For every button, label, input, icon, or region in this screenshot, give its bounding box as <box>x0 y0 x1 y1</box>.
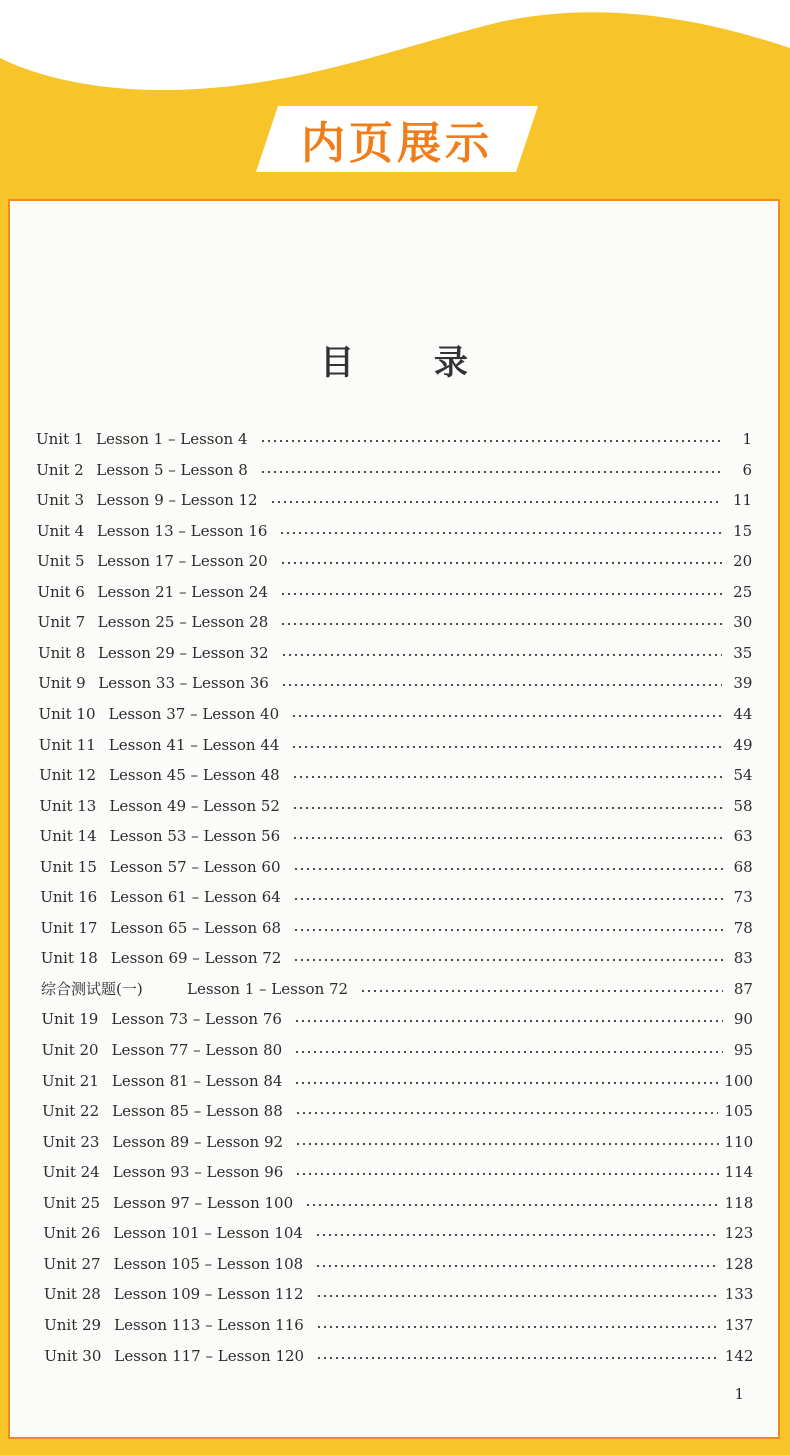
toc-unit: Unit 3 <box>36 491 84 510</box>
toc-leader-dots <box>260 471 722 473</box>
toc-page-number: 63 <box>733 827 753 846</box>
toc-unit: Unit 30 <box>44 1346 102 1365</box>
banner-title: 内页展示 <box>301 118 493 169</box>
toc-leader-dots <box>292 807 723 809</box>
toc-leader-dots <box>315 1265 718 1267</box>
toc-lessons: Lesson 41 – Lesson 44 <box>108 735 280 754</box>
toc-page-number: 83 <box>733 949 753 968</box>
toc-page-number: 25 <box>733 582 753 601</box>
toc-entry <box>44 1252 754 1276</box>
toc-lessons: Lesson 117 – Lesson 120 <box>114 1346 305 1365</box>
toc-leader-dots <box>292 837 722 839</box>
toc-entry <box>36 427 752 451</box>
toc-lessons: Lesson 77 – Lesson 80 <box>111 1041 283 1059</box>
toc-unit: Unit 1 <box>36 430 84 448</box>
toc-lessons: Lesson 49 – Lesson 52 <box>109 796 280 815</box>
toc-entry <box>44 1282 754 1306</box>
toc-entry <box>38 671 752 695</box>
toc-page-number: 68 <box>733 857 753 876</box>
toc-lessons: Lesson 101 – Lesson 104 <box>113 1224 303 1243</box>
toc-entry <box>40 855 753 879</box>
toc-title: 目 录 <box>320 343 502 383</box>
toc-entry <box>39 763 752 787</box>
toc-page-number: 137 <box>724 1315 754 1334</box>
toc-lessons: Lesson 17 – Lesson 20 <box>97 552 268 571</box>
toc-unit: Unit 28 <box>43 1285 101 1304</box>
toc-leader-dots <box>280 623 722 625</box>
toc-entry <box>43 1191 753 1215</box>
toc-page-number: 15 <box>733 521 753 540</box>
toc-leader-dots <box>295 1173 718 1175</box>
toc-entry <box>42 1130 753 1154</box>
toc-entry <box>40 885 753 909</box>
toc-unit: Unit 13 <box>39 796 97 815</box>
toc-page-number: 114 <box>724 1163 754 1182</box>
toc-entry <box>39 702 753 726</box>
toc-leader-dots <box>294 1082 718 1084</box>
toc-unit: Unit 10 <box>38 704 96 723</box>
toc-list <box>10 201 778 1437</box>
toc-unit: Unit 12 <box>39 766 97 785</box>
toc-leader-dots <box>315 1234 719 1236</box>
toc-entry <box>40 824 753 848</box>
toc-lessons: Lesson 105 – Lesson 108 <box>113 1254 304 1273</box>
toc-unit: Unit 7 <box>37 613 86 632</box>
toc-leader-dots <box>293 868 723 870</box>
toc-unit: Unit 21 <box>41 1071 99 1090</box>
toc-leader-dots <box>316 1295 719 1297</box>
toc-lessons: Lesson 13 – Lesson 16 <box>96 521 268 540</box>
toc-lessons: Lesson 109 – Lesson 112 <box>113 1285 304 1304</box>
toc-unit: Unit 25 <box>43 1193 100 1212</box>
toc-page-number: 142 <box>724 1346 754 1365</box>
toc-lessons: Lesson 69 – Lesson 72 <box>110 949 282 968</box>
toc-leader-dots <box>279 532 722 534</box>
toc-page-number: 118 <box>724 1193 754 1212</box>
toc-page-number: 133 <box>724 1285 754 1304</box>
toc-lessons: Lesson 93 – Lesson 96 <box>112 1163 284 1182</box>
toc-leader-dots <box>316 1357 719 1359</box>
toc-page-number: 95 <box>733 1041 753 1059</box>
toc-page-number: 20 <box>733 552 753 571</box>
toc-entry <box>42 1069 753 1093</box>
toc-unit: Unit 2 <box>36 460 84 479</box>
toc-lessons: Lesson 53 – Lesson 56 <box>109 827 281 846</box>
toc-unit: Unit 24 <box>42 1163 100 1182</box>
toc-page-number: 30 <box>733 613 753 632</box>
toc-unit: Unit 22 <box>42 1102 100 1121</box>
toc-lessons: Lesson 33 – Lesson 36 <box>98 674 269 693</box>
toc-entry <box>44 1344 753 1368</box>
toc-page-number: 11 <box>733 491 753 510</box>
toc-unit: Unit 20 <box>41 1041 99 1059</box>
toc-lessons: Lesson 113 – Lesson 116 <box>114 1315 304 1334</box>
toc-leader-dots <box>294 1051 723 1053</box>
toc-leader-dots <box>281 654 723 656</box>
toc-unit: Unit 4 <box>36 521 85 540</box>
toc-lessons: Lesson 25 – Lesson 28 <box>97 613 269 632</box>
toc-page-number: 54 <box>733 766 753 785</box>
toc-unit: Unit 27 <box>43 1254 101 1273</box>
toc-lessons: Lesson 81 – Lesson 84 <box>111 1071 283 1090</box>
toc-entry <box>40 916 752 940</box>
toc-lessons: Lesson 5 – Lesson 8 <box>96 460 248 479</box>
toc-unit: Unit 15 <box>39 857 97 876</box>
toc-lessons: Lesson 21 – Lesson 24 <box>97 582 268 601</box>
toc-entry <box>39 733 753 757</box>
toc-unit: 综合测试题(一) <box>41 980 143 999</box>
toc-entry <box>44 1313 753 1337</box>
toc-unit: Unit 14 <box>39 827 97 846</box>
toc-entry <box>42 1038 753 1062</box>
toc-leader-dots <box>293 898 723 900</box>
toc-entry <box>37 488 753 512</box>
toc-leader-dots <box>260 440 722 442</box>
toc-page-number: 105 <box>724 1102 754 1121</box>
toc-lessons: Lesson 65 – Lesson 68 <box>110 918 282 937</box>
toc-unit: Unit 29 <box>44 1315 102 1334</box>
toc-entry <box>43 1160 753 1184</box>
toc-entry <box>43 1221 753 1245</box>
toc-page-number: 49 <box>733 735 753 754</box>
toc-entry <box>41 1007 753 1031</box>
toc-page-number: 123 <box>724 1224 754 1243</box>
toc-page-number: 58 <box>733 796 753 815</box>
toc-lessons: Lesson 73 – Lesson 76 <box>111 1010 282 1029</box>
background-wave <box>0 0 790 100</box>
toc-leader-dots <box>292 776 723 778</box>
toc-page-number: 44 <box>733 704 753 723</box>
toc-lessons: Lesson 45 – Lesson 48 <box>109 766 280 785</box>
toc-leader-dots <box>270 501 723 503</box>
page-number: 1 <box>734 1385 744 1403</box>
toc-unit: Unit 11 <box>38 735 96 754</box>
toc-unit: Unit 16 <box>40 888 98 907</box>
toc-leader-dots <box>291 746 722 748</box>
toc-leader-dots <box>291 715 722 717</box>
toc-unit: Unit 18 <box>40 949 98 968</box>
toc-lessons: Lesson 61 – Lesson 64 <box>110 888 281 907</box>
toc-page-number: 35 <box>733 643 753 662</box>
toc-lessons: Lesson 85 – Lesson 88 <box>112 1102 283 1121</box>
toc-entry <box>38 641 752 665</box>
toc-leader-dots <box>281 684 723 686</box>
toc-lessons: Lesson 29 – Lesson 32 <box>97 643 269 662</box>
toc-entry <box>37 519 752 543</box>
toc-entry <box>38 610 753 634</box>
toc-lessons: Lesson 1 – Lesson 72 <box>187 979 349 998</box>
toc-page-number: 100 <box>724 1071 754 1090</box>
toc-lessons: Lesson 97 – Lesson 100 <box>113 1193 294 1212</box>
toc-leader-dots <box>293 929 723 931</box>
toc-page-number: 87 <box>733 979 753 998</box>
toc-lessons: Lesson 57 – Lesson 60 <box>109 857 281 876</box>
toc-entry <box>36 458 752 482</box>
toc-leader-dots <box>295 1112 719 1114</box>
toc-leader-dots <box>316 1326 719 1328</box>
toc-entry <box>41 946 753 970</box>
toc-leader-dots <box>294 1020 723 1022</box>
toc-unit: Unit 17 <box>40 918 98 937</box>
toc-page-number: 110 <box>724 1132 754 1151</box>
toc-leader-dots <box>280 562 722 564</box>
toc-lessons: Lesson 9 – Lesson 12 <box>96 491 258 510</box>
toc-entry <box>41 977 753 1001</box>
toc-entry <box>37 580 752 604</box>
toc-page-number: 39 <box>733 674 753 693</box>
toc-page-number: 6 <box>742 460 753 479</box>
toc-page <box>8 199 780 1439</box>
toc-entry <box>39 794 752 818</box>
toc-unit: Unit 26 <box>43 1224 101 1243</box>
toc-leader-dots <box>295 1143 718 1145</box>
toc-lessons: Lesson 1 – Lesson 4 <box>96 430 248 448</box>
toc-page-number: 73 <box>733 888 753 907</box>
toc-unit: Unit 23 <box>42 1132 100 1151</box>
toc-page-number: 90 <box>733 1010 753 1029</box>
toc-unit: Unit 6 <box>37 582 85 601</box>
toc-page-number: 128 <box>724 1254 754 1273</box>
toc-leader-dots <box>280 593 722 595</box>
toc-leader-dots <box>293 959 723 961</box>
toc-leader-dots <box>360 990 723 992</box>
toc-page-number: 78 <box>733 918 753 937</box>
toc-leader-dots <box>305 1204 718 1206</box>
toc-entry <box>37 549 752 573</box>
toc-lessons: Lesson 37 – Lesson 40 <box>108 704 280 723</box>
toc-unit: Unit 9 <box>38 674 86 693</box>
toc-page-number: 1 <box>742 430 752 448</box>
toc-lessons: Lesson 89 – Lesson 92 <box>112 1132 284 1151</box>
toc-unit: Unit 5 <box>37 552 85 571</box>
toc-unit: Unit 19 <box>41 1010 99 1029</box>
toc-entry <box>42 1099 753 1123</box>
toc-unit: Unit 8 <box>37 643 86 662</box>
